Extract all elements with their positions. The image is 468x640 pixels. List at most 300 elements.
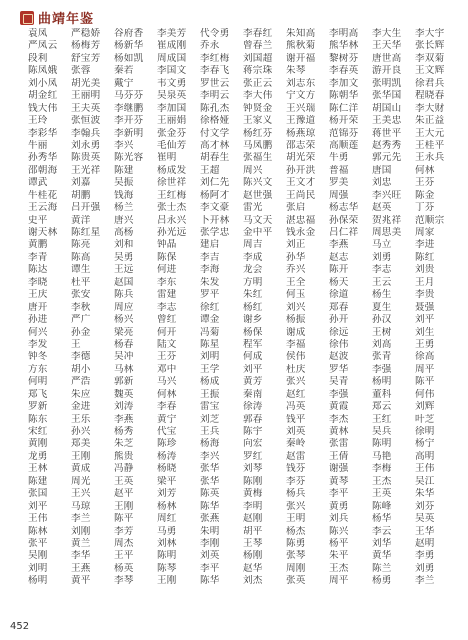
name-entry: 叶芝 bbox=[415, 413, 435, 425]
name-entry: 李燕 bbox=[329, 239, 349, 251]
name-entry: 孙开洪 bbox=[286, 164, 316, 176]
name-entry: 秦若 bbox=[114, 65, 134, 77]
name-entry: 李秋 bbox=[71, 301, 91, 313]
name-entry: 黎树芬 bbox=[329, 52, 359, 64]
name-entry: 赵红 bbox=[286, 388, 306, 400]
name-entry: 毛仙芳 bbox=[157, 139, 187, 151]
name-entry: 李志 bbox=[157, 301, 177, 313]
name-entry: 孙汉 bbox=[372, 314, 392, 326]
name-entry: 谭金 bbox=[200, 314, 220, 326]
name-entry: 向宏 bbox=[243, 438, 263, 450]
name-entry: 陈明 bbox=[372, 438, 392, 450]
name-entry: 何成 bbox=[243, 351, 263, 363]
name-entry: 谢乡 bbox=[243, 314, 263, 326]
name-entry: 刘生 bbox=[415, 326, 435, 338]
name-entry: 罗世云 bbox=[200, 77, 230, 89]
name-entry: 孙秀华 bbox=[28, 152, 58, 164]
name-entry: 崔成刚 bbox=[157, 40, 187, 52]
name-entry: 赵明 bbox=[415, 537, 435, 549]
name-entry: 陈刚 bbox=[243, 475, 263, 487]
name-entry: 侯伟 bbox=[286, 351, 306, 363]
name-entry: 杨开荣 bbox=[329, 115, 359, 127]
name-entry: 吴英 bbox=[415, 513, 435, 525]
name-entry: 崔明 bbox=[157, 152, 177, 164]
name-entry: 王豫道 bbox=[286, 115, 316, 127]
name-entry: 杜平 bbox=[71, 276, 91, 288]
name-entry: 张华 bbox=[200, 475, 220, 487]
name-entry: 魏英 bbox=[114, 388, 134, 400]
name-entry: 杨杰 bbox=[286, 525, 306, 537]
name-entry: 杨勇 bbox=[372, 575, 392, 587]
name-entry: 刘杰 bbox=[243, 575, 263, 587]
name-entry: 王明 bbox=[286, 513, 306, 525]
name-entry: 谭生 bbox=[71, 264, 91, 276]
name-entry: 李梅 bbox=[372, 463, 392, 475]
name-entry: 邵朝海 bbox=[28, 164, 58, 176]
name-entry: 张兴 bbox=[286, 500, 306, 512]
name-entry: 雷宝 bbox=[200, 401, 220, 413]
name-entry: 游开良 bbox=[372, 65, 402, 77]
name-entry: 李兴 bbox=[114, 139, 134, 151]
name-entry: 刘英 bbox=[200, 550, 220, 562]
name-entry: 陈东 bbox=[28, 413, 48, 425]
name-entry: 罗平 bbox=[200, 289, 220, 301]
name-entry: 吴振 bbox=[114, 177, 134, 189]
name-entry: 钟冬 bbox=[28, 351, 48, 363]
name-entry: 陈兰 bbox=[372, 562, 392, 574]
name-entry: 陈朝华 bbox=[329, 90, 359, 102]
name-entry: 李文豪 bbox=[200, 202, 230, 214]
name-entry: 王芬 bbox=[157, 351, 177, 363]
name-entry: 杨振 bbox=[286, 314, 306, 326]
name-entry: 李青 bbox=[28, 251, 48, 263]
name-entry: 唐世高 bbox=[372, 52, 402, 64]
name-entry: 刘平 bbox=[415, 314, 435, 326]
name-entry: 陈孔杰 bbox=[200, 102, 230, 114]
name-entry: 杨兴 bbox=[114, 314, 134, 326]
name-entry: 郭元先 bbox=[372, 152, 402, 164]
name-entry: 钱海 bbox=[114, 189, 134, 201]
name-entry: 周吉 bbox=[243, 239, 263, 251]
name-entry: 刘国超 bbox=[243, 52, 273, 64]
name-entry: 郭春 bbox=[243, 413, 263, 425]
name-entry: 郭新 bbox=[114, 376, 134, 388]
name-entry: 李海 bbox=[200, 264, 220, 276]
name-entry: 乔兴 bbox=[286, 264, 306, 276]
name-entry: 刘刚 bbox=[71, 525, 91, 537]
name-entry: 朱红 bbox=[243, 289, 263, 301]
name-entry: 熊华林 bbox=[329, 40, 359, 52]
name-entry: 王远 bbox=[114, 264, 134, 276]
name-entry: 陈峰 bbox=[372, 500, 392, 512]
name-entry: 陈兴 bbox=[329, 525, 349, 537]
name-entry: 吴冲 bbox=[114, 351, 134, 363]
name-entry: 冯英 bbox=[286, 401, 306, 413]
name-entry: 张金芬 bbox=[157, 127, 187, 139]
name-entry: 李加国 bbox=[157, 102, 187, 114]
name-entry: 马勇 bbox=[157, 525, 177, 537]
name-entry: 赵雷 bbox=[286, 450, 306, 462]
name-entry: 冯静 bbox=[114, 463, 134, 475]
name-entry: 黄华 bbox=[372, 550, 392, 562]
name-entry: 孙进 bbox=[28, 314, 48, 326]
name-entry: 马林 bbox=[114, 363, 134, 375]
name-entry: 郑美 bbox=[71, 438, 91, 450]
name-entry: 刘平 bbox=[243, 363, 263, 375]
name-entry: 戴宁 bbox=[114, 77, 134, 89]
name-entry: 陆文 bbox=[157, 338, 177, 350]
name-entry: 王红 bbox=[372, 413, 392, 425]
name-entry: 王勇 bbox=[415, 338, 435, 350]
name-entry: 范锦芬 bbox=[329, 127, 359, 139]
name-entry: 杨林 bbox=[157, 500, 177, 512]
name-entry: 谢强 bbox=[329, 463, 349, 475]
name-entry: 胡鹏 bbox=[71, 189, 91, 201]
name-entry: 王 bbox=[71, 338, 81, 350]
name-entry: 徐君兵 bbox=[415, 77, 445, 89]
name-entry: 杨生 bbox=[372, 289, 392, 301]
name-entry: 张华 bbox=[200, 463, 220, 475]
name-entry: 李大伟 bbox=[243, 90, 273, 102]
name-entry: 陈亮 bbox=[71, 239, 91, 251]
name-entry: 马兴 bbox=[157, 376, 177, 388]
name-entry: 罗美 bbox=[329, 177, 349, 189]
name-entry: 龙会 bbox=[243, 264, 263, 276]
name-entry: 周红 bbox=[157, 513, 177, 525]
name-entry: 宋红 bbox=[28, 426, 48, 437]
name-entry: 李刚 bbox=[200, 537, 220, 549]
name-entry: 李强 bbox=[372, 363, 392, 375]
name-entry: 段利 bbox=[28, 52, 48, 64]
name-entry: 刘华 bbox=[372, 537, 392, 549]
name-entry: 赵秀秀 bbox=[372, 139, 402, 151]
name-entry: 谭武 bbox=[28, 177, 48, 189]
name-entry: 聂强 bbox=[415, 301, 435, 313]
name-entry: 胡春生 bbox=[200, 152, 230, 164]
name-entry: 陈红星 bbox=[71, 227, 101, 238]
name-entry: 杨明 bbox=[28, 575, 48, 587]
name-entry: 朱平 bbox=[329, 550, 349, 562]
name-entry: 陈建 bbox=[114, 164, 134, 176]
name-entry: 吴青 bbox=[329, 376, 349, 388]
name-entry: 王刚 bbox=[71, 450, 91, 462]
name-entry: 杨如凯 bbox=[114, 52, 144, 64]
name-entry: 吴勇 bbox=[114, 251, 134, 263]
name-entry: 马芬芬 bbox=[114, 90, 144, 102]
name-entry: 黄林 bbox=[329, 426, 349, 437]
name-entry: 黄兰 bbox=[71, 537, 91, 549]
name-entry: 王平 bbox=[114, 550, 134, 562]
name-entry: 李大生 bbox=[372, 28, 402, 39]
name-entry: 王光祥 bbox=[71, 164, 101, 176]
name-entry: 谢天林 bbox=[28, 227, 58, 238]
name-entry: 陈平 bbox=[415, 376, 435, 388]
name-entry: 丁芬 bbox=[415, 202, 435, 214]
name-entry: 熊贵 bbox=[114, 450, 134, 462]
name-entry: 张华国 bbox=[372, 90, 402, 102]
name-entry: 程军 bbox=[243, 338, 263, 350]
name-entry: 陈红 bbox=[415, 251, 435, 263]
name-entry: 陈勇 bbox=[286, 537, 306, 549]
name-entry: 李兴旺 bbox=[372, 189, 402, 201]
name-entry: 李春飞 bbox=[200, 65, 230, 77]
name-entry: 唐国 bbox=[372, 164, 392, 176]
name-entry: 李红梅 bbox=[200, 52, 230, 64]
name-entry: 陈光容 bbox=[114, 152, 144, 164]
name-entry: 罗新 bbox=[28, 401, 48, 413]
name-entry: 杨宁 bbox=[415, 438, 435, 450]
name-entry: 史平 bbox=[28, 214, 48, 226]
name-entry: 马琼 bbox=[71, 500, 91, 512]
name-entry: 王美忠 bbox=[372, 115, 402, 127]
name-entry: 秦岭 bbox=[286, 438, 306, 450]
name-entry: 陈林 bbox=[28, 525, 48, 537]
name-entry: 杨新华 bbox=[114, 40, 144, 52]
name-entry: 钱平 bbox=[286, 413, 306, 425]
page-number: 452 bbox=[10, 621, 30, 632]
name-entry: 蒋宗珠 bbox=[243, 65, 273, 77]
name-entry: 李春红 bbox=[243, 28, 273, 39]
name-entry: 朱知高 bbox=[286, 28, 316, 39]
name-entry: 方明 bbox=[243, 276, 263, 288]
name-entry: 张兴 bbox=[286, 376, 306, 388]
name-entry: 李晓 bbox=[28, 276, 48, 288]
name-entry: 陈兴文 bbox=[243, 177, 273, 189]
name-entry: 张青 bbox=[372, 351, 392, 363]
name-entry: 吕仁祥 bbox=[329, 227, 359, 238]
name-entry: 建启 bbox=[200, 239, 220, 251]
name-entry: 王夫英 bbox=[71, 102, 101, 114]
name-entry: 孙金 bbox=[71, 326, 91, 338]
name-entry: 杨阿才 bbox=[200, 189, 230, 201]
name-entry: 雷光 bbox=[243, 202, 263, 214]
name-entry: 李发 bbox=[28, 338, 48, 350]
name-entry: 孙光远 bbox=[157, 227, 187, 238]
name-entry: 高顺莲 bbox=[329, 139, 359, 151]
name-entry: 赵国 bbox=[114, 276, 134, 288]
name-entry: 杨志华 bbox=[329, 202, 359, 214]
name-entry: 周杰 bbox=[114, 537, 134, 549]
name-entry: 黄鹏 bbox=[28, 239, 48, 251]
name-entry: 张英 bbox=[286, 575, 306, 587]
name-entry: 杨兰 bbox=[114, 202, 134, 214]
name-entry: 王兴 bbox=[71, 488, 91, 500]
name-entry: 何兴 bbox=[28, 326, 48, 338]
name-entry: 李琴 bbox=[114, 575, 134, 587]
name-entry: 李德 bbox=[71, 351, 91, 363]
name-entry: 钱芬 bbox=[286, 463, 306, 475]
name-entry: 王丽娟 bbox=[157, 115, 187, 127]
name-entry: 陈兵 bbox=[114, 289, 134, 301]
name-entry: 黄芳 bbox=[243, 376, 263, 388]
name-entry: 杨海 bbox=[200, 438, 220, 450]
name-entry: 李明 bbox=[243, 500, 263, 512]
name-entry: 王兵 bbox=[200, 426, 220, 437]
name-entry: 罗红 bbox=[243, 450, 263, 462]
name-entry: 王云 bbox=[372, 276, 392, 288]
name-entry: 方东 bbox=[28, 363, 48, 375]
name-entry: 王燕 bbox=[71, 562, 91, 574]
name-entry: 杨燕琼 bbox=[286, 127, 316, 139]
name-entry: 吴泉英 bbox=[157, 90, 187, 102]
name-entry: 李吉 bbox=[200, 251, 220, 263]
name-entry: 赵平 bbox=[114, 488, 134, 500]
name-entry: 王红梅 bbox=[157, 189, 187, 201]
name-entry: 王天华 bbox=[372, 40, 402, 52]
name-entry: 卜开林 bbox=[200, 214, 230, 226]
name-entry: 唐兴 bbox=[114, 214, 134, 226]
name-entry: 胡金红 bbox=[28, 90, 58, 102]
name-entry: 谢开福 bbox=[286, 52, 316, 64]
name-entry: 朱琴 bbox=[286, 65, 306, 77]
name-entry: 刘明 bbox=[200, 351, 220, 363]
name-entry: 张正云 bbox=[243, 77, 273, 89]
name-entry: 王刚 bbox=[157, 575, 177, 587]
name-entry: 王振 bbox=[200, 388, 220, 400]
name-entry: 张长辉 bbox=[415, 40, 445, 52]
name-entry: 王伟 bbox=[415, 463, 435, 475]
name-entry: 何玉 bbox=[286, 289, 306, 301]
name-entry: 李杰 bbox=[329, 413, 349, 425]
name-entry: 李明云 bbox=[200, 90, 230, 102]
name-entry: 郑飞 bbox=[28, 388, 48, 400]
name-entry: 张启 bbox=[286, 202, 306, 214]
name-entry: 周思美 bbox=[372, 227, 402, 238]
name-entry: 徐伟 bbox=[329, 338, 349, 350]
name-entry: 徐世祥 bbox=[157, 177, 187, 189]
name-entry: 王琴 bbox=[243, 537, 263, 549]
name-entry: 郑春 bbox=[329, 301, 349, 313]
name-entry: 张平 bbox=[28, 537, 48, 549]
name-entry: 董科 bbox=[372, 388, 392, 400]
name-entry: 陈明 bbox=[157, 550, 177, 562]
name-entry: 孙开 bbox=[329, 314, 349, 326]
name-entry: 胡国山 bbox=[372, 102, 402, 114]
name-entry: 杨刚 bbox=[243, 550, 263, 562]
name-entry: 黄平 bbox=[71, 575, 91, 587]
name-entry: 王桂平 bbox=[415, 139, 445, 151]
name-entry: 陈珍 bbox=[157, 438, 177, 450]
name-entry: 何明 bbox=[28, 376, 48, 388]
name-entry: 徐道 bbox=[329, 289, 349, 301]
name-entry: 胡光美 bbox=[71, 77, 101, 89]
name-entry: 李华 bbox=[71, 550, 91, 562]
name-entry: 黄刚 bbox=[28, 438, 48, 450]
name-entry: 李东 bbox=[157, 276, 177, 288]
name-entry: 刘涛 bbox=[114, 401, 134, 413]
name-entry: 何林 bbox=[415, 164, 435, 176]
name-entry: 牛丽 bbox=[28, 139, 48, 151]
name-entry: 李翰兵 bbox=[71, 127, 101, 139]
name-entry: 刘贵 bbox=[415, 264, 435, 276]
name-entry: 宁文方 bbox=[286, 90, 316, 102]
name-entry: 孙保荣 bbox=[329, 214, 359, 226]
name-entry: 李贵 bbox=[415, 289, 435, 301]
name-entry: 王学 bbox=[200, 363, 220, 375]
name-entry: 张士杰 bbox=[157, 202, 187, 214]
name-entry: 杨华 bbox=[372, 513, 392, 525]
name-entry: 周强 bbox=[329, 189, 349, 201]
name-entry: 杨成发 bbox=[157, 164, 187, 176]
name-entry: 张雷 bbox=[329, 438, 349, 450]
name-entry: 陈仁洋 bbox=[329, 102, 359, 114]
name-entry: 马凤鹏 bbox=[243, 139, 273, 151]
name-entry: 陈达 bbox=[28, 264, 48, 276]
name-entry: 李志 bbox=[372, 264, 392, 276]
name-entry: 周刚 bbox=[286, 562, 306, 574]
name-entry: 李加文 bbox=[329, 77, 359, 89]
name-entry: 周成国 bbox=[157, 52, 187, 64]
page-header bbox=[20, 8, 94, 27]
name-entry: 王乐 bbox=[71, 413, 91, 425]
name-entry: 李勇 bbox=[415, 550, 435, 562]
name-entry: 王林 bbox=[28, 463, 48, 475]
name-entry: 王家义 bbox=[243, 115, 273, 127]
name-entry: 周平 bbox=[415, 363, 435, 375]
name-entry: 李大财 bbox=[415, 102, 445, 114]
name-entry: 徐明 bbox=[415, 426, 435, 437]
name-entry: 李芳 bbox=[114, 525, 134, 537]
name-entry: 朱应 bbox=[71, 388, 91, 400]
name-entry: 邵志荣 bbox=[286, 139, 316, 151]
name-entry: 杨英 bbox=[114, 562, 134, 574]
name-entry: 刘高 bbox=[372, 338, 392, 350]
name-entry: 王刚 bbox=[114, 500, 134, 512]
name-entry: 李进 bbox=[415, 239, 435, 251]
name-entry: 杨红芬 bbox=[243, 127, 273, 139]
name-entry: 唐开 bbox=[28, 301, 48, 313]
name-entry: 熊秋菊 bbox=[286, 40, 316, 52]
name-entry: 杨红 bbox=[243, 301, 263, 313]
name-entry: 程晓春 bbox=[415, 90, 445, 102]
name-entry: 周兴 bbox=[243, 164, 263, 176]
name-entry: 严凤云 bbox=[28, 40, 58, 52]
name-entry: 谢成 bbox=[286, 326, 306, 338]
name-entry: 王英 bbox=[372, 488, 392, 500]
name-entry: 王英 bbox=[114, 475, 134, 487]
name-entry: 杨明 bbox=[372, 376, 392, 388]
name-entry: 王全 bbox=[286, 276, 306, 288]
name-entry: 牛勇 bbox=[329, 152, 349, 164]
name-entry: 朱发 bbox=[200, 276, 220, 288]
name-entry: 郑云 bbox=[372, 401, 392, 413]
name-entry: 马文天 bbox=[243, 214, 273, 226]
name-entry: 王丽明 bbox=[71, 90, 101, 102]
name-entry: 刘志东 bbox=[286, 77, 316, 89]
name-entry: 杨保 bbox=[243, 326, 263, 338]
name-entry: 杨兵 bbox=[286, 488, 306, 500]
name-entry: 王杰 bbox=[329, 562, 349, 574]
name-entry: 赵英 bbox=[372, 202, 392, 214]
name-entry: 赵志 bbox=[329, 251, 349, 263]
name-entry: 李大宇 bbox=[415, 28, 445, 39]
name-entry: 朱华 bbox=[415, 488, 435, 500]
name-entry: 陈琴 bbox=[157, 562, 177, 574]
name-entry: 李春 bbox=[157, 401, 177, 413]
name-entry: 周应 bbox=[114, 301, 134, 313]
name-entry: 陈建 bbox=[28, 475, 48, 487]
name-entry: 付文学 bbox=[200, 127, 230, 139]
name-entry: 杨春 bbox=[114, 338, 134, 350]
name-entry: 袁凤 bbox=[28, 28, 48, 39]
name-entry: 刘林 bbox=[157, 537, 177, 549]
name-entry: 刘芳 bbox=[157, 488, 177, 500]
name-entry: 李燕 bbox=[114, 413, 134, 425]
name-entry: 王玲 bbox=[28, 115, 48, 127]
name-entry: 钟晶 bbox=[157, 239, 177, 251]
name-entry: 李美芳 bbox=[157, 28, 187, 39]
name-entry: 金中平 bbox=[243, 227, 273, 238]
